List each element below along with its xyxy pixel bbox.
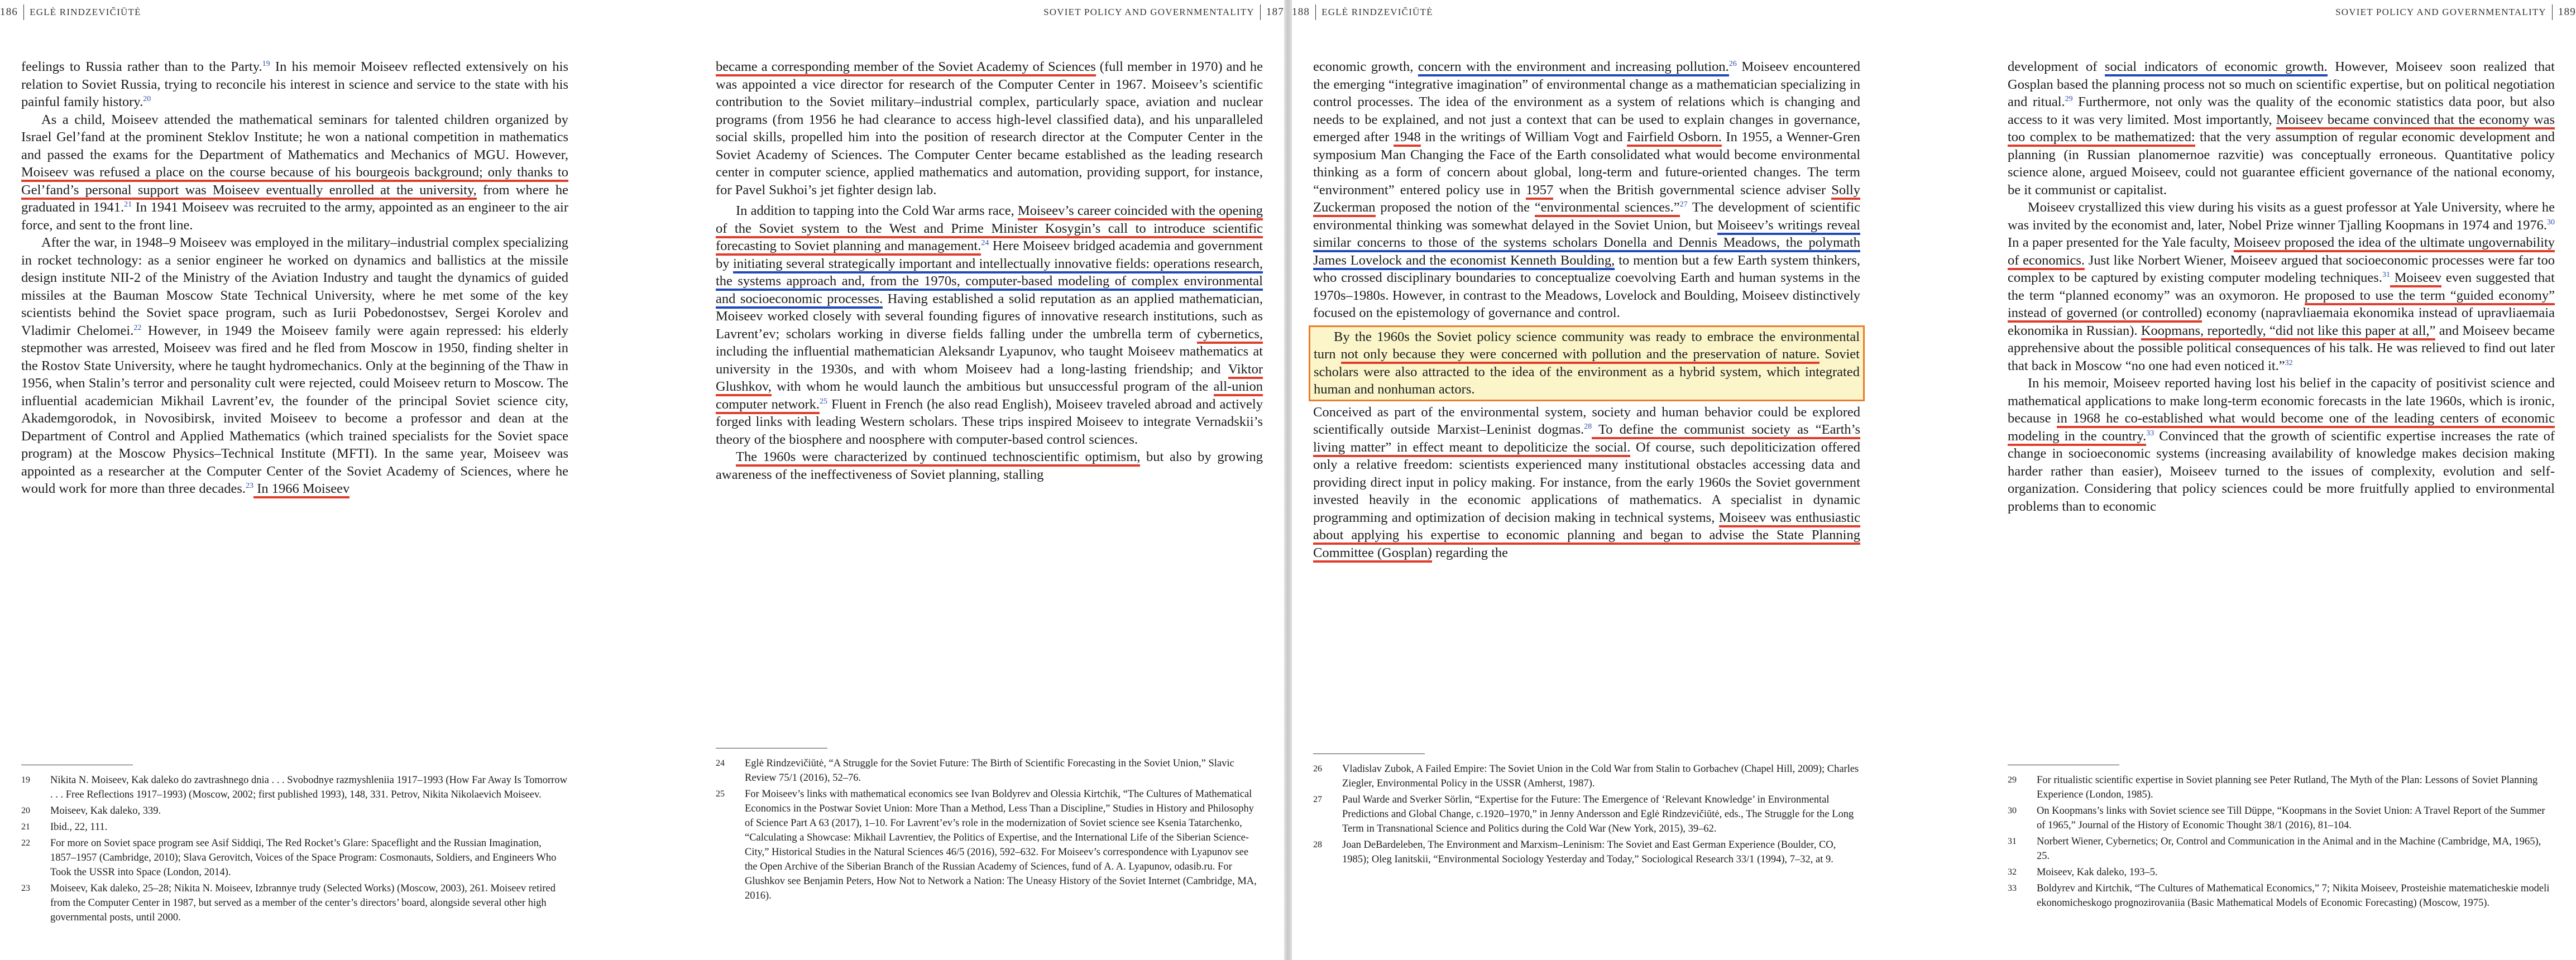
title-running-head: SOVIET POLICY AND GOVERNMENTALITY xyxy=(2335,7,2546,17)
body-text-page-187 xyxy=(716,58,1263,483)
footnote-ref[interactable]: 28 xyxy=(1584,422,1592,431)
highlight-blue: social indicators of economic growth. xyxy=(2105,59,2328,76)
author-running-head: EGLĖ RINDZEVIČIŪTĖ xyxy=(1321,7,1433,17)
title-running-head: SOVIET POLICY AND GOVERNMENTALITY xyxy=(1043,7,1255,17)
highlight-red: In 1966 Moiseev xyxy=(253,481,349,498)
paragraph: In his memoir, Moiseev reported having lost his belief in the capacity of positivist science and mathematical applications to make long-term economic forecasts in the late 1960s, which is ironic, because in 1968 he co-established what would become one of the leading centers of economic modeling in the country.$^{33}$ Convinced that the growth of scientific expertise increases the rate of change in socioeconomic systems (increasing availability of knowledge makes decision making harder rather than easier), Moiseev turned to the issues of complexity, evolution and self-organization. Considering that policy sciences could be more fruitfully applied to environmental problems than to economic xyxy=(2008,376,2555,514)
body-text-page-188 xyxy=(1313,58,1860,561)
highlight-red: To define the communist society as “Earth’s living matter” in effect meant to depoliticize the social. xyxy=(1313,422,1860,457)
highlight-blue: concern with the environment and increasing pollution. xyxy=(1418,59,1729,76)
highlight-red: proposed to use the term “guided economy” instead of governed (or controlled) xyxy=(2008,288,2555,323)
paragraph: economic growth, concern with the environment and increasing pollution.$^{26}$ Moiseev encountered the emerging “integrative imagination” of environmental change as a mathematician specializing in control processes. The idea of the environment as a system of relations which is changing and needs to be explained, and not just a context that can be used to explain changes in governance, emerged after 1948 in the writings of William Vogt and Fairfield Osborn. In 1955, a Wenner-Gren symposium Man Changing the Face of the Earth consolidated what would become environmental thinking as a form of concern about global, long-term and future-oriented changes. The term “environment” entered policy use in 1957 when the British governmental science adviser Solly Zuckerman proposed the notion of the “environmental sciences.”$^{27}$ The development of scientific environmental thinking was somewhat delayed in the Soviet Union, but Moiseev’s writings reveal similar concerns to those of the systems scholars Donella and Dennis Meadows, the polymath James Lovelock and the economist Kenneth Boulding, to mention but a few Earth system thinkers, who crossed disciplinary boundaries to conceptualize coevolving Earth and human systems in the 1970s–1980s. However, in contrast to the Meadows, Lovelock and Boulding, Moiseev distinctively focused on the epistemology of governance and control. xyxy=(1313,59,1861,320)
footnote-ref[interactable]: 20 xyxy=(143,94,151,103)
footnote-ref[interactable]: 23 xyxy=(246,481,254,490)
highlight-red: Viktor Glushkov, xyxy=(716,362,1263,397)
footnote: 21 Ibid., 22, 111. xyxy=(21,822,108,833)
highlight-red: Moiseev was refused a place on the course because of his bourgeois background; only thanks to Gel’fand’s personal support was Moiseev eventually enrolled at the university, xyxy=(21,165,568,200)
highlight-blue: Moiseev’s writings reveal similar concerns to those of the systems scholars Donella and Dennis Meadows, the polymath James Lovelock and the economist Kenneth Boulding, xyxy=(1313,218,1860,270)
highlight-red: Koopmans, reportedly, “did not like this paper at all,” xyxy=(2141,323,2436,340)
paragraph: The 1960s were characterized by continued technoscientific optimism, but also by growing awareness of the ineffectiveness of Soviet planning, stalling xyxy=(716,449,1263,482)
footnote-ref[interactable]: 30 xyxy=(2547,218,2555,227)
highlight-red: The 1960s were characterized by continued technoscientific optimism, xyxy=(736,449,1140,467)
paragraph: By the 1960s the Soviet policy science community was ready to embrace the environmental turn not only because they were concerned with pollution and the preservation of nature. Soviet scholars were also attracted to the idea of the environment as a hybrid system, which integrated human and nonhuman actors. xyxy=(1314,329,1860,397)
footnote: 27 Paul Warde and Sverker Sörlin, “Expertise for the Future: The Emergence of ‘Relevant Knowledge’ in Environmental Predictions and Global Change, c.1920–1970,” in Jenny Andersson and Eglė Rindzevičiūtė, eds., The Struggle for the Long Term in Transnational Science and Politics during the Cold War (New York, 2015), 39–62. xyxy=(1313,794,1854,834)
book-page-spread-right xyxy=(1292,0,2576,960)
footnote-ref[interactable]: 26 xyxy=(1728,59,1737,68)
page-number-186: 186 xyxy=(0,6,18,18)
footnote-ref[interactable]: 22 xyxy=(133,323,142,332)
header-page-188 xyxy=(1292,4,1433,20)
paragraph: After the war, in 1948–9 Moiseev was employed in the military–industrial complex specializing in rocket technology: as a senior engineer he worked on dynamics and ballistics at the missile design institute NII-2 of the Ministry of the Aviation Industry and taught the dynamics of guided missiles at the Bauman Moscow State Technical University, where he met some of the key scientists behind the Soviet space program, such as Iurii Pobedonostsev, Sergei Korolev and Vladimir Chelomei.$^{22}$ However, in 1949 the Moiseev family were again repressed: his elderly stepmother was arrested, Moiseev was fired and he fled from Moscow in 1950, finding shelter in the Rostov State University, where he taught hydromechanics. Only at the beginning of the Thaw in 1956, when Stalin’s terror and personality cult were rejected, could Moiseev return to Moscow. The influential academician Mikhail Lavrent’ev, the founder of the principal Soviet science city, Akademgorodok, in Novosibirsk, invited Moiseev to become a professor and dean at the Department of Control and Applied Mathematics (which trained specialists for the Soviet space program) at the Moscow Physics–Technical Institute (MFTI). In the same year, Moiseev was appointed as a researcher at the Computer Center of the Soviet Academy of Sciences, where he would work for more than three decades.$^{23}$ In 1966 Moiseev xyxy=(21,234,568,498)
footnote: 22 For more on Soviet space program see Asif Siddiqi, The Red Rocket’s Glare: Spaceflight and the Russian Imagination, 1857–1957 (Cambridge, 2010); Slava Gerovitch, Voices of the Space Program: Cosmonauts, Soldiers, and Engineers Who Took the USSR into Space (London, 2014). xyxy=(21,838,557,878)
book-page-spread-left xyxy=(0,0,1284,960)
highlight-red: became a corresponding member of the Soviet Academy of Sciences xyxy=(716,59,1096,76)
paragraph: feelings to Russia rather than to the Party.$^{19}$ In his memoir Moiseev reflected extensively on his relation to Soviet Russia, trying to reconcile his interest in science and service to the state with his painful family history.$^{20}$ xyxy=(21,59,568,109)
footnote: 19 Nikita N. Moiseev, Kak daleko do zavtrashnego dnia . . . Svobodnye razmyshleniia 1917–1993 (How Far Away Is Tomorrow . . . Free Reflections 1917–1993) (Moscow, 2002; first published 1993), 148, 331. Petrov, Nikita Nikolaevich Moiseev. xyxy=(21,775,567,800)
highlight-red: 1957 xyxy=(1526,183,1553,200)
footnote-ref[interactable]: 33 xyxy=(2146,429,2154,438)
header-page-189 xyxy=(2335,4,2576,20)
footnote: 29 For ritualistic scientific expertise in Soviet planning see Peter Rutland, The Myth of the Plan: Lessons of Soviet Planning Experience (London, 1985). xyxy=(2008,775,2538,800)
page-number-188: 188 xyxy=(1292,6,1310,18)
author-running-head: EGLĖ RINDZEVIČIŪTĖ xyxy=(30,7,141,17)
body-text-page-189 xyxy=(2008,58,2555,515)
footnotes-page-188 xyxy=(1313,753,1860,868)
footnote-ref[interactable]: 19 xyxy=(262,59,270,68)
footnote-ref[interactable]: 29 xyxy=(2065,94,2073,103)
paragraph: Conceived as part of the environmental system, society and human behavior could be explored scientifically outside Marxist–Leninist dogmas.$^{28}$ To define the communist society as “Earth’s living matter” in effect meant to depoliticize the social. Of course, such depoliticization offered only a relative freedom: scientists experienced many institutional obstacles accessing data and providing direct input in policy making. For instance, from the early 1960s the Soviet government invested heavily in the economic applications of mathematics. A specialist in dynamic programming and optimization of decision making in technical systems, Moiseev was enthusiastic about applying his expertise to economic planning and began to advise the State Planning Committee (Gosplan) regarding the xyxy=(1313,404,1860,562)
highlight-red: cybernetics, xyxy=(1197,327,1263,344)
footnote: 23 Moiseev, Kak daleko, 25–28; Nikita N. Moiseev, Izbrannye trudy (Selected Works) (Moscow, 2003), 261. Moiseev retired from the Computer Center in 1987, but served as a member of the center’s directors’ board, alongside several other high governmental posts, until 2000. xyxy=(21,883,556,923)
highlight-red: in 1968 he co-established what would become one of the leading centers of economic modeling in the country. xyxy=(2008,411,2555,446)
paragraph: development of social indicators of economic growth. However, Moiseev soon realized that Gosplan based the planning process not so much on scientific expertise, but on political negotiation and ritual.$^{29}$ Furthermore, not only was the quality of the economic statistics data poor, but also access to it was very limited. Most importantly, Moiseev became convinced that the economy was too complex to be mathematized: that the very assumption of regular economic development and planning (in Russian planomernoe razvitie) was conceptually erroneous. Quantitative policy science alone, argued Moiseev, could not guarantee efficient governance of the national economy, be it communist or capitalist. xyxy=(2008,59,2555,198)
footnote: 31 Norbert Wiener, Cybernetics; Or, Control and Communication in the Animal and in the Machine (Cambridge, MA, 1965), 25. xyxy=(2008,836,2541,862)
footnotes-page-187 xyxy=(716,748,1263,905)
footnote-ref[interactable]: 21 xyxy=(124,200,132,209)
footnote: 33 Boldyrev and Kirtchik, “The Cultures of Mathematical Economics,” 7; Nikita Moiseev, Prosteishie matematicheskie modeli ekonomicheskogo prognozirovaniia (Basic Mathematical Models of Economic Forecasting) (Moscow, 1975). xyxy=(2008,883,2550,909)
footnote-ref[interactable]: 24 xyxy=(981,238,989,247)
highlight-red: Moiseev xyxy=(2390,270,2441,287)
footnote-ref[interactable]: 27 xyxy=(1679,200,1688,209)
footnote: 24 Eglė Rindzevičiūtė, “A Struggle for the Soviet Future: The Birth of Scientific Forecasting in the Soviet Union,” Slavic Review 75/1 (2016), 52–76. xyxy=(716,758,1234,784)
page-number-189: 189 xyxy=(2558,6,2576,18)
paragraph: became a corresponding member of the Soviet Academy of Sciences (full member in 1970) and he was appointed a vice director for research of the Computer Center in 1967. Moiseev’s scientific contribution to the Soviet military–industrial complex, particularly space, aviation and nuclear programs (from 1956 he had clearance to access high-level classified data), and his unparalleled social skills, propelled him into the position of research director at the Computer Center in the Soviet Academy of Sciences. The Computer Center became established as the leading research center in computer science, applied mathematics and automation, providing support, for instance, for Pavel Sukhoi’s jet fighter design lab. xyxy=(716,59,1263,198)
highlight-red: Fairfield Osborn. xyxy=(1627,129,1722,147)
highlight-red: Moiseev was enthusiastic about applying his expertise to economic planning and began to advise the State Planning Committee (Gosplan) xyxy=(1313,510,1860,563)
highlight-red: all-union computer network. xyxy=(716,379,1263,414)
highlighted-passage-box xyxy=(1309,325,1865,401)
highlight-red: Moiseev proposed the idea of the ultimate ungovernability of economics. xyxy=(2008,235,2555,270)
highlight-red: not only because they were concerned with pollution and the preservation of nature. xyxy=(1341,347,1820,364)
highlight-red: “environmental sciences.” xyxy=(1535,200,1680,217)
page-number-187: 187 xyxy=(1266,6,1284,18)
footnote-ref[interactable]: 31 xyxy=(2382,270,2390,279)
footnote: 30 On Koopmans’s links with Soviet science see Till Düppe, “Koopmans in the Soviet Union: A Travel Report of the Summer of 1965,” Journal of the History of Economic Thought 38/1 (2016), 81–104. xyxy=(2008,805,2545,831)
book-spine-gutter xyxy=(1284,0,1292,960)
footnote: 32 Moiseev, Kak daleko, 193–5. xyxy=(2008,867,2158,878)
highlight-red: Moiseev’s career coincided with the opening of the Soviet system to the West and Prime Minister Kosygin’s call to introduce scientific forecasting to Soviet planning and management. xyxy=(716,203,1263,256)
paragraph: As a child, Moiseev attended the mathematical seminars for talented children organized by Israel Gel’fand at the prominent Steklov Institute; he won a national competition in mathematics and passed the exams for the Department of Mathematics and Mechanics of MGU. However, Moiseev was refused a place on the course because of his bourgeois background; only thanks to Gel’fand’s personal support was Moiseev eventually enrolled at the university, from where he graduated in 1941.21 In 1941 Moiseev was recruited to the army, appointed as an engineer to the air force, and sent to the front line. xyxy=(21,112,568,233)
running-head-left xyxy=(0,2,1284,18)
highlight-red: Solly Zuckerman xyxy=(1313,183,1860,218)
footnotes-page-189 xyxy=(2008,765,2555,912)
paragraph: In addition to tapping into the Cold War arms race, Moiseev’s career coincided with the opening of the Soviet system to the West and Prime Minister Kosygin’s call to introduce scientific forecasting to Soviet planning and management.$^{24}$ Here Moiseev bridged academia and government by initiating several strategically important and intellectually innovative fields: operations research, the systems approach and, from the 1970s, computer-based modeling of complex environmental and socioeconomic processes. Having established a solid reputation as an applied mathematician, Moiseev worked closely with several founding figures of innovative research institutions, such as Lavrent’ev; scholars working in diverse fields falling under the umbrella term of cybernetics, including the influential mathematician Aleksandr Lyapunov, who taught Moiseev mathematics at university in the 1930s, and with whom Moiseev had a long-lasting friendship; and Viktor Glushkov, with whom he would launch the ambitious but unsuccessful program of the all-union computer network.$^{25}$ Fluent in French (he also read English), Moiseev traveled abroad and actively forged links with leading Western scholars. These trips inspired Moiseev to integrate Vernadskii’s theory of the biosphere and noosphere with computer-based control sciences. xyxy=(716,203,1263,447)
header-page-186 xyxy=(0,4,141,20)
footnote: 26 Vladislav Zubok, A Failed Empire: The Soviet Union in the Cold War from Stalin to Gorbachev (Chapel Hill, 2009); Charles Ziegler, Environmental Policy in the USSR (Amherst, 1987). xyxy=(1313,764,1859,789)
highlight-blue: initiating several strategically important and intellectually innovative fields: operations research, the systems approach and, from the 1970s, computer-based modeling of complex environmental and socioeconomic processes. xyxy=(716,256,1263,309)
body-text-page-186 xyxy=(21,58,568,498)
footnote: 20 Moiseev, Kak daleko, 339. xyxy=(21,805,161,817)
highlight-red: Moiseev became convinced that the economy was too complex to be mathematized: xyxy=(2008,112,2555,147)
header-page-187 xyxy=(1043,4,1284,20)
footnote: 25 For Moiseev’s links with mathematical economics see Ivan Boldyrev and Olessia Kirtchik, “The Cultures of Mathematical Economics in the Postwar Soviet Union: More Than a Method, Less Than a Discipline,” Studies in History and Philosophy of Science Part A 63 (2017), 1–10. For Lavrent’ev’s role in the modernization of Soviet science see Ksenia Tatarchenko, “Calculating a Showcase: Mikhail Lavrentiev, the Politics of Expertise, and the International Life of the Siberian Science-City,” Historical Studies in the Natural Sciences 46/5 (2016), 592–632. For Moiseev’s correspondence with Lyapunov see the Open Archive of the Siberian Branch of the Russian Academy of Sciences, fund of A. A. Lyapunov, odasib.ru. For Glushkov see Benjamin Peters, How Not to Network a Nation: The Uneasy History of the Soviet Internet (Cambridge, MA, 2016). xyxy=(716,789,1257,901)
footnote-ref[interactable]: 25 xyxy=(820,397,828,406)
paragraph: Moiseev crystallized this view during his visits as a guest professor at Yale University, where he was invited by the economist and, later, Nobel Prize winner Tjalling Koopmans in 1974 and 1976.30 In a paper presented for the Yale faculty, Moiseev proposed the idea of the ultimate ungovernability of economics. Just like Norbert Wiener, Moiseev argued that socioeconomic processes were far too complex to be captured by existing computer modeling techniques.$^{31}$ Moiseev even suggested that the term “planned economy” was an oxymoron. He proposed to use the term “guided economy” instead of governed (or controlled) economy (napravliaemaia ekonomika instead of upravliaemaia ekonomika in Russian). Koopmans, reportedly, “did not like this paper at all,” and Moiseev became apprehensive about the possible political consequences of his talk. He was relieved to find out later that back in Moscow “no one had even noticed it.”$^{32}$ xyxy=(2008,200,2555,373)
highlight-red: 1948 xyxy=(1394,129,1421,147)
footnote: 28 Joan DeBardeleben, The Environment and Marxism–Leninism: The Soviet and East German Experience (Boulder, CO, 1985); Oleg Ianitskii, “Environmental Sociology Yesterday and Today,” Sociological Research 33/1 (1994), 7–32, at 9. xyxy=(1313,839,1836,865)
footnotes-page-186 xyxy=(21,765,568,927)
footnote-ref[interactable]: 32 xyxy=(2285,358,2293,367)
running-head-right xyxy=(1292,2,2576,18)
